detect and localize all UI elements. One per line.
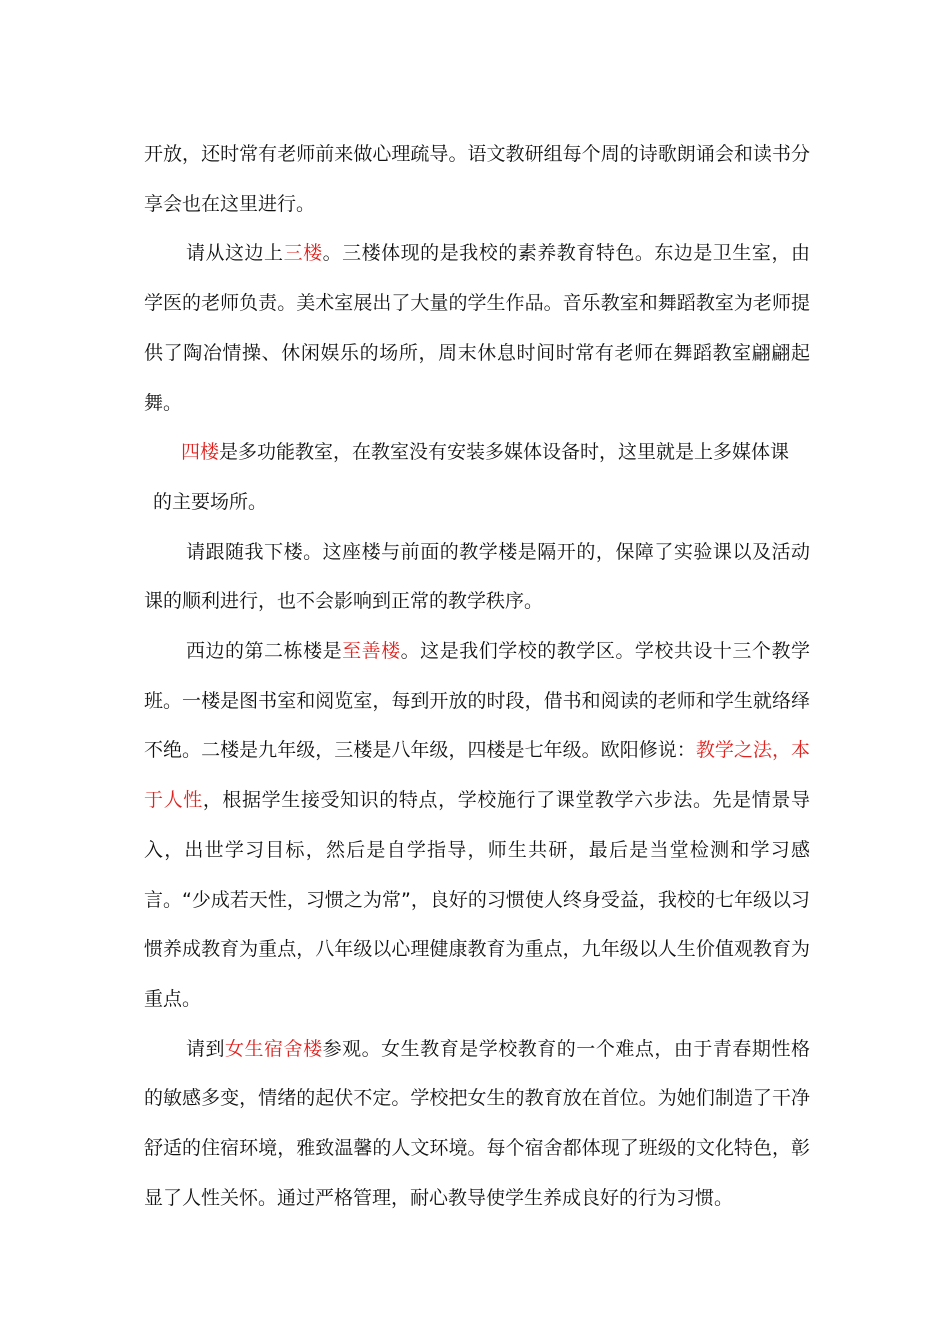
paragraph-third-floor	[144, 229, 810, 428]
highlight-girls-dormitory: 女生宿舍楼	[225, 1037, 323, 1060]
text-segment: 。三楼体现的是我校的素养教育特色。东边是卫生室，由学医的老师负责。美术室展出了大量的学生作品。音乐教室和舞蹈教室为老师提供了陶冶情操、休闲娱乐的场所，周末休息时间时常有老师在舞蹈教室翩翩起舞。	[144, 242, 810, 414]
document-page	[144, 130, 810, 1223]
text-segment: 请跟随我下楼。这座楼与前面的教学楼是隔开的，保障了实验课以及活动课的顺利进行，也不会影响到正常的教学秩序。	[144, 540, 810, 613]
text-segment: 。这是我们学校的教学区。学校共设十三个教学班。一楼是图书室和阅览室，每到开放的时段，借书和阅读的老师和学生就络绎不绝。二楼是九年级，三楼是八年级，四楼是七年级。欧阳修说：	[144, 640, 810, 762]
paragraph-downstairs	[144, 528, 810, 627]
paragraph-girls-dormitory	[144, 1025, 810, 1224]
paragraph-continued	[144, 130, 810, 229]
text-segment: 请到	[186, 1037, 226, 1060]
text-segment: ，根据学生接受知识的特点，学校施行了课堂教学六步法。先是情景导入，出世学习目标，然后是自学指导，师生共研，最后是当堂检测和学习感言。“少成若天性，习惯之为常”，良好的习惯使人终身受益，我校的七年级以习惯养成教育为重点，八年级以心理健康教育为重点，九年级以人生价值观教育为重点。	[144, 789, 810, 1010]
highlight-quote: 教学之法，本于人性	[144, 739, 810, 812]
paragraph-fourth-floor	[144, 428, 810, 527]
text-segment-line2: 的主要场所。	[153, 490, 268, 513]
text-segment: 是多功能教室，在教室没有安装多媒体设备时，这里就是上多媒体课	[219, 441, 790, 464]
highlight-fourth-floor: 四楼	[181, 441, 220, 464]
paragraph-zhishan-building	[144, 627, 810, 1025]
highlight-zhishan-building: 至善楼	[342, 640, 401, 663]
highlight-third-floor: 三楼	[283, 242, 323, 265]
text-segment: 开放，还时常有老师前来做心理疏导。语文教研组每个周的诗歌朗诵会和读书分享会也在这里进行。	[144, 143, 810, 215]
text-segment: 请从这边上	[186, 242, 284, 265]
text-segment: 参观。女生教育是学校教育的一个难点，由于青春期性格的敏感多变，情绪的起伏不定。学校把女生的教育放在首位。为她们制造了干净舒适的住宿环境，雅致温馨的人文环境。每个宿舍都体现了班级的文化特色，彰显了人性关怀。通过严格管理，耐心教导使学生养成良好的行为习惯。	[144, 1037, 810, 1209]
text-segment: 西边的第二栋楼是	[186, 640, 343, 663]
